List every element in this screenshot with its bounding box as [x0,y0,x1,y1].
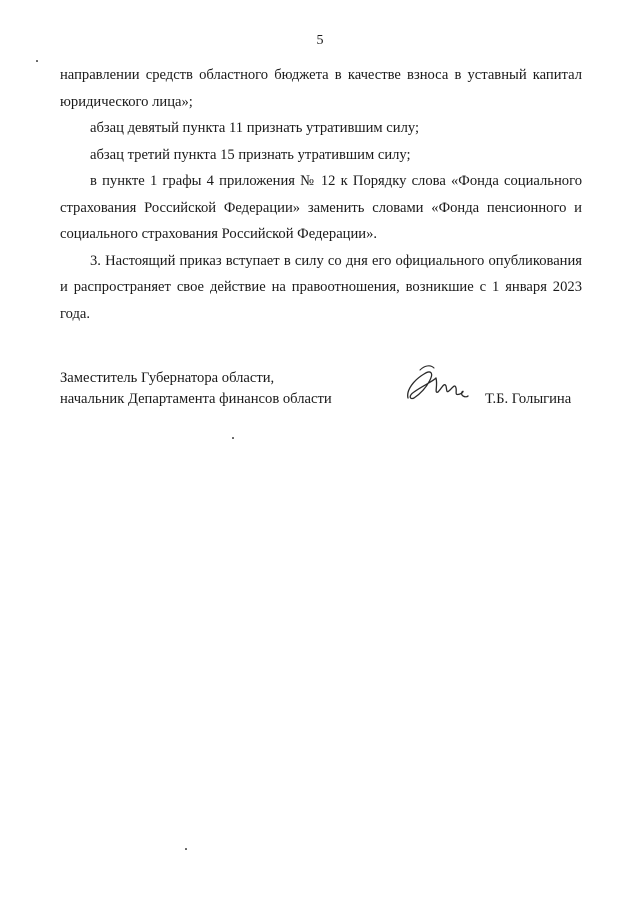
signatory-name: Т.Б. Голыгина [485,391,572,407]
scan-speck [232,437,234,439]
handwritten-signature-icon [400,360,470,410]
paragraph-item-11: абзац девятый пункта 11 признать утратившим силу; [90,120,420,136]
paragraph-effective-date: 3. Настоящий приказ вступает в силу со дня его официального опубликования и распространяет свое действие на правоотношения, возникшие с 1 января 2023 года. [60,252,582,322]
scan-speck [185,848,187,850]
scan-speck [36,60,38,62]
document-body [60,62,582,327]
paragraph-item-15: абзац третий пункта 15 признать утратившим силу; [90,146,411,163]
paragraph-appendix-12: в пункте 1 графы 4 приложения № 12 к Порядку слова «Фонда социального страхования Российской Федерации» заменить словами «Фонда пенсионного и социального страхования Российской Федерации». [60,173,582,242]
signatory-title-line1: Заместитель Губернатора области, [60,370,275,386]
signatory-title-line2: начальник Департамента финансов области [60,391,332,407]
signature-block [60,368,582,410]
paragraph-continuation: направлении средств областного бюджета в качестве взноса в уставный капитал юридического лица»; [60,67,582,110]
page-number: 5 [316,33,324,48]
